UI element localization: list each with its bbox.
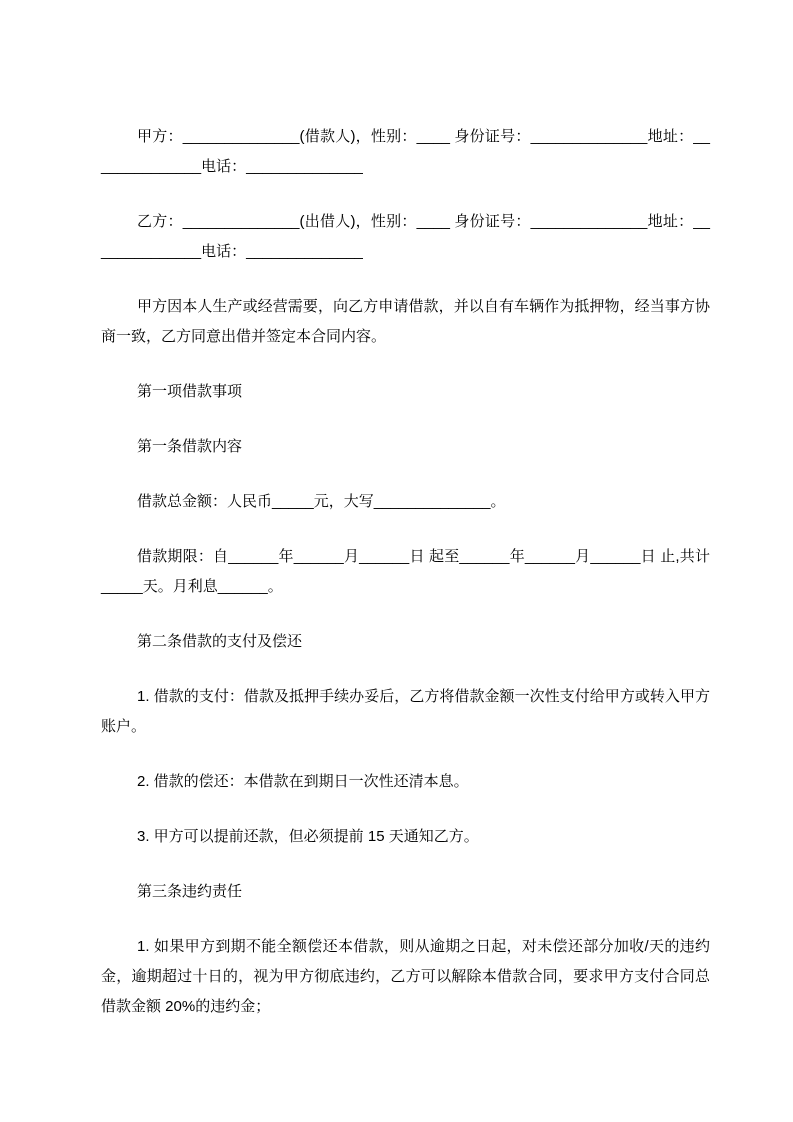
clause-2-3: 3. 甲方可以提前还款，但必须提前 15 天通知乙方。 (137, 828, 479, 845)
party-b-info-line: 乙方：______________(出借人)，性别：____ 身份证号：______________地址：______________电话：______________ (101, 213, 710, 260)
article-1-title: 第一条借款内容 (137, 438, 243, 455)
preamble-paragraph: 甲方因本人生产或经营需要，向乙方申请借款，并以自有车辆作为抵押物，经当事方协商一致，乙方同意出借并签定本合同内容。 (101, 298, 710, 345)
clause-2-1: 1. 借款的支付：借款及抵押手续办妥后，乙方将借款金额一次性支付给甲方或转入甲方账户。 (101, 688, 710, 735)
loan-amount-line: 借款总金额：人民币_____元，大写______________。 (137, 493, 506, 510)
party-a-info-line: 甲方：______________(借款人)，性别：____ 身份证号：______________地址：______________电话：______________ (101, 128, 710, 175)
loan-term-line: 借款期限：自______年______月______日 起至______年______月______日 止,共计_____天。月利息______。 (101, 548, 710, 595)
clause-2-2: 2. 借款的偿还：本借款在到期日一次性还清本息。 (137, 773, 469, 790)
section-1-title: 第一项借款事项 (137, 383, 243, 400)
article-2-title: 第二条借款的支付及偿还 (137, 633, 303, 650)
clause-3-1: 1. 如果甲方到期不能全额偿还本借款，则从逾期之日起，对未偿还部分加收/天的违约金，逾期超过十日的，视为甲方彻底违约，乙方可以解除本借款合同，要求甲方支付合同总借款金额 20%的违约金； (101, 938, 710, 1015)
article-3-title: 第三条违约责任 (137, 883, 243, 900)
